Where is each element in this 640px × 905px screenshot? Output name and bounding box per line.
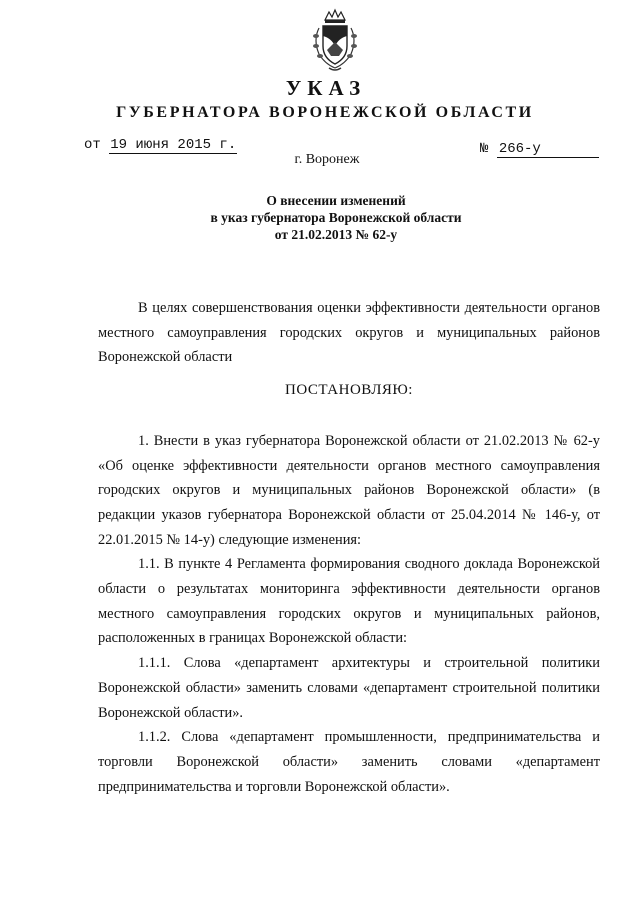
number-value: 266-у — [497, 141, 599, 158]
intro-paragraph: В целях совершенствования оценки эффективности деятельности органов местного самоуправления городских округов и муниципальных районов Воронежской области — [98, 300, 600, 366]
document-subtitle: ГУБЕРНАТОРА ВОРОНЕЖСКОЙ ОБЛАСТИ — [116, 104, 534, 121]
subject-line: О внесении изменений — [266, 193, 406, 208]
paragraph-1: 1. Внести в указ губернатора Воронежской области от 21.02.2013 № 62-у «Об оценке эффективности деятельности органов местного самоуправления городских округов и муниципальных районов Воронежской области» (в редакции указов губернатора Воронежской области от 25.04.2014 № 146-у, от 22.01.2015 № 14-у) следующие изменения: — [98, 432, 600, 548]
subject-line: в указ губернатора Воронежской области — [210, 210, 462, 225]
decree-date — [84, 137, 237, 153]
paragraph-1-1-2: 1.1.2. Слова «департамент промышленности, предпринимательства и торговли Воронежской области» заменить словами «департамент предпринимательства и торговли Воронежской области». — [98, 729, 600, 795]
subject-line: от 21.02.2013 № 62-у — [274, 227, 398, 242]
decree-body — [98, 296, 600, 799]
decree-word: ПОСТАНОВЛЯЮ: — [285, 382, 413, 399]
number-prefix: № — [480, 141, 489, 157]
date-value: 19 июня 2015 г. — [110, 137, 237, 153]
city-label: г. Воронеж — [294, 152, 360, 167]
decree-subject — [0, 192, 640, 243]
coat-of-arms-icon — [305, 6, 365, 76]
paragraph-1-1-1: 1.1.1. Слова «департамент архитектуры и строительной политики Воронежской области» заменить словами «департамент строительной политики Воронежской области». — [98, 655, 600, 721]
document-title: УКАЗ — [285, 76, 367, 100]
date-prefix: от — [84, 137, 101, 153]
paragraph-1-1: 1.1. В пункте 4 Регламента формирования сводного доклада Воронежской области о результатах мониторинга эффективности деятельности органов местного самоуправления городских округов и муниципальных районов, расположенных в границах Воронежской области: — [98, 556, 600, 647]
